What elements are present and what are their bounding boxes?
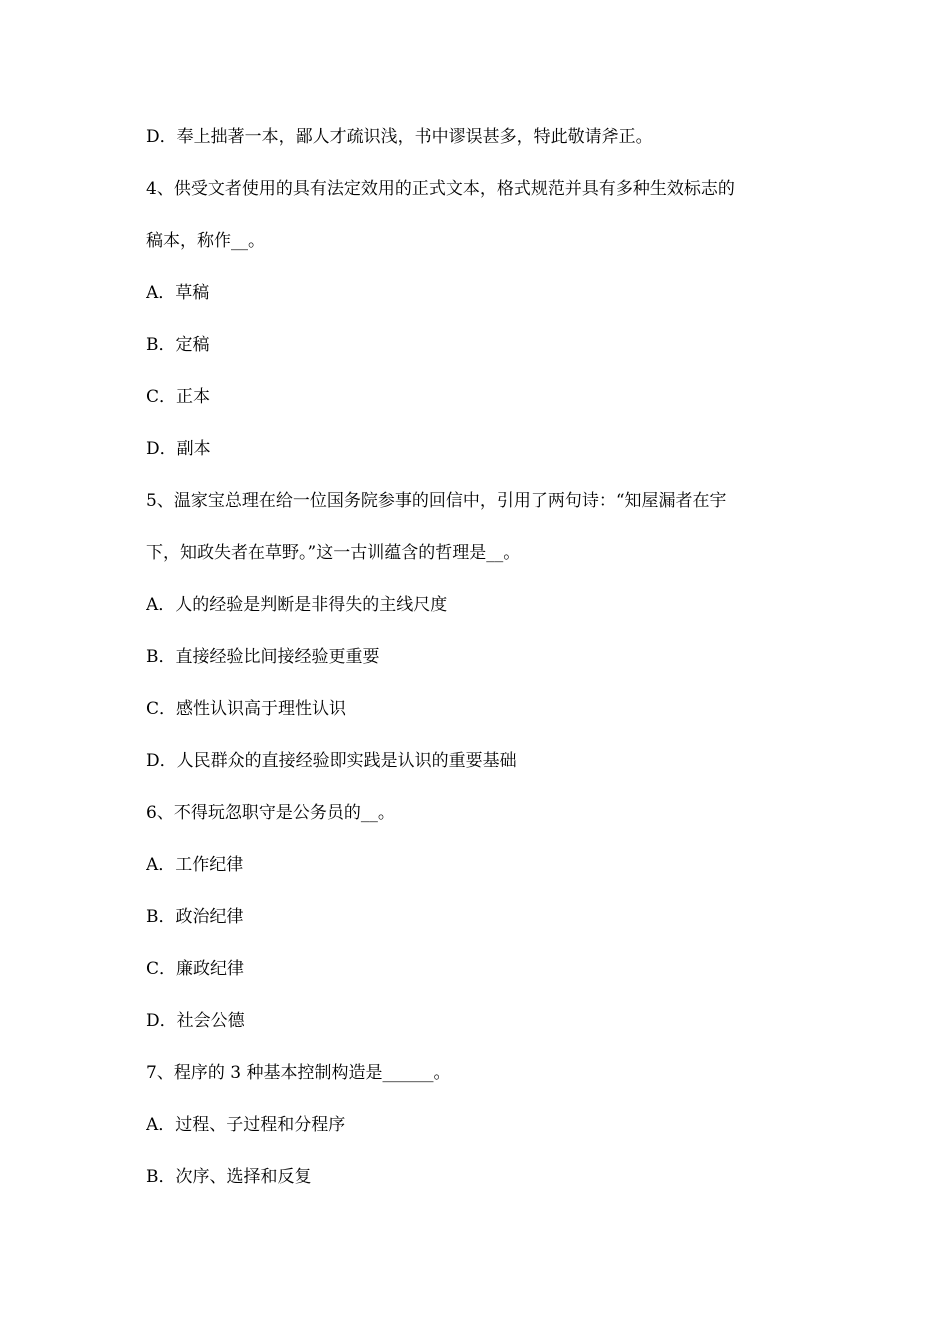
question-line: 7、程序的 3 种基本控制构造是______。 [146,1063,451,1083]
option-line: C．感性认识高于理性认识 [146,699,347,719]
option-line: B．政治纪律 [146,907,244,927]
option-line: C．廉政纪律 [146,959,245,979]
option-line: D．副本 [146,439,211,459]
question-line: 6、不得玩忽职守是公务员的__。 [146,803,395,823]
option-line: D．社会公德 [146,1011,245,1031]
question-line: 稿本，称作__。 [146,231,265,251]
option-line: D．人民群众的直接经验即实践是认识的重要基础 [146,751,517,771]
option-line: D．奉上拙著一本，鄙人才疏识浅，书中谬误甚多，特此敬请斧正。 [146,127,653,147]
option-line: C．正本 [146,387,211,407]
option-line: A．人的经验是判断是非得失的主线尺度 [146,595,448,615]
option-line: B．直接经验比间接经验更重要 [146,647,380,667]
option-line: A．草稿 [146,283,210,303]
option-line: B．次序、选择和反复 [146,1167,312,1187]
question-line: 4、供受文者使用的具有法定效用的正式文本，格式规范并具有多种生效标志的 [146,179,735,199]
option-line: B．定稿 [146,335,210,355]
question-line: 下，知政失者在草野。”这一古训蕴含的哲理是__。 [146,543,521,563]
option-line: A．工作纪律 [146,855,244,875]
document-body [146,121,816,1213]
option-line: A．过程、子过程和分程序 [146,1115,346,1135]
question-line: 5、温家宝总理在给一位国务院参事的回信中，引用了两句诗：“知屋漏者在宇 [146,491,727,511]
